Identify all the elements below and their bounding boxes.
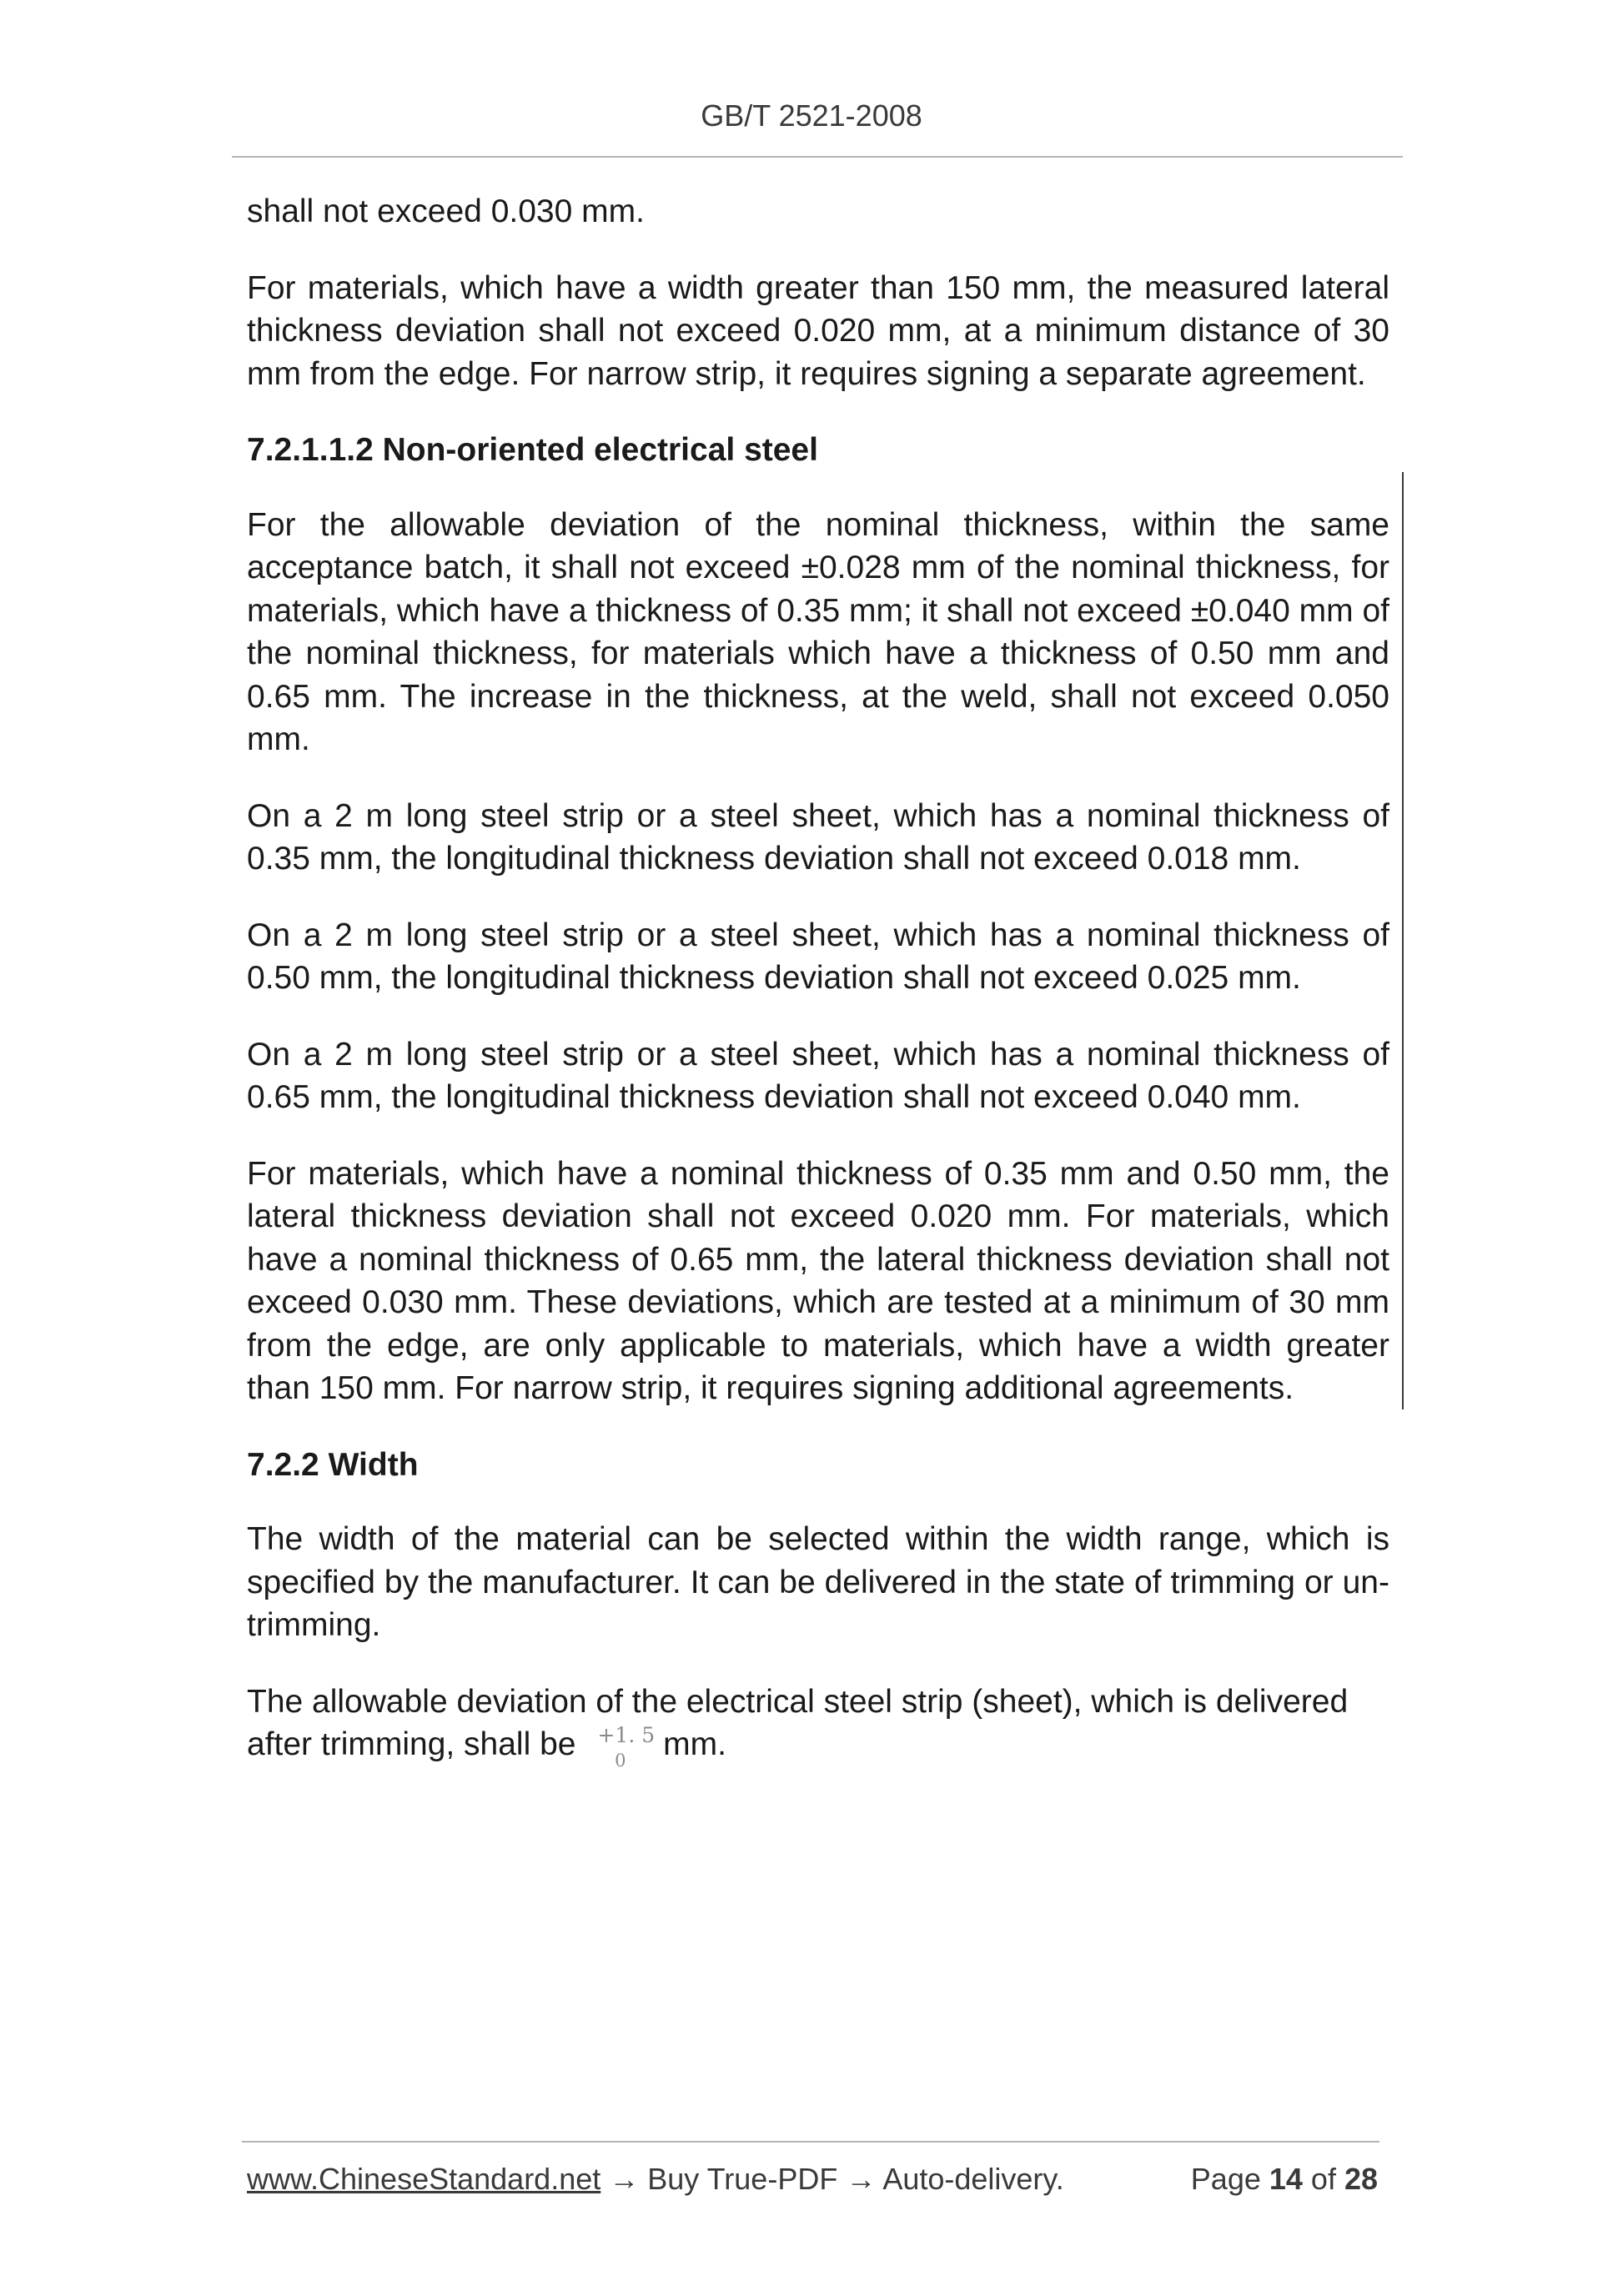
document-body <box>247 190 1389 1806</box>
paragraph-width-tolerance <box>247 1681 1389 1774</box>
page-of: of <box>1302 2162 1344 2196</box>
section-heading-width: 7.2.2 Width <box>247 1446 419 1483</box>
tolerance-value <box>585 1723 655 1773</box>
paragraph: For materials, which have a width greater than 150 mm, the measured lateral thickness deviation shall not exceed 0.020 mm, at a minimum distance of 30 mm from the edge. For narrow strip, it requires signing a separate agreement. <box>247 269 1389 392</box>
paragraph: For materials, which have a nominal thickness of 0.35 mm and 0.50 mm, the lateral thickness deviation shall not exceed 0.020 mm. For materials, which have a nominal thickness of 0.65 mm, the lateral thickness deviation shall not exceed 0.030 mm. These deviations, which are tested at a minimum of 30 mm from the edge, are only applicable to materials, which have a width greater than 150 mm. For narrow strip, it requires signing additional agreements. <box>247 1155 1389 1406</box>
page-total: 28 <box>1344 2162 1378 2196</box>
website-link[interactable]: www.ChineseStandard.net <box>247 2162 601 2196</box>
paragraph: For the allowable deviation of the nominal thickness, within the same acceptance batch, it shall not exceed ±0.028 mm of the nominal thickness, for materials, which have a thickness of 0.35 mm; it shall not exceed ±0.040 mm of the nominal thickness, for materials which have a thickness of 0.50 mm and 0.65 mm. The increase in the thickness, at the weld, shall not exceed 0.050 mm. <box>247 506 1389 757</box>
paragraph-continuation: shall not exceed 0.030 mm. <box>247 193 645 229</box>
paragraph: On a 2 m long steel strip or a steel sheet, which has a nominal thickness of 0.65 mm, the longitudinal thickness deviation shall not exceed 0.040 mm. <box>247 1036 1389 1115</box>
footer-promo <box>247 2162 1064 2197</box>
paragraph: The width of the material can be selected within the width range, which is specified by the manufacturer. It can be delivered in the state of trimming or un-trimming. <box>247 1521 1389 1643</box>
tolerance-sentence: The allowable deviation of the electrical steel strip (sheet), which is delivered after trimming, shall be <box>247 1683 1349 1762</box>
header-rule <box>232 156 1403 158</box>
tolerance-unit: mm. <box>663 1726 726 1762</box>
paragraph: On a 2 m long steel strip or a steel sheet, which has a nominal thickness of 0.50 mm, the longitudinal thickness deviation shall not exceed 0.025 mm. <box>247 917 1389 996</box>
change-bar <box>1402 472 1404 1409</box>
page-indicator <box>1191 2162 1378 2197</box>
section-heading-non-oriented-steel: 7.2.1.1.2 Non-oriented electrical steel <box>247 432 818 468</box>
page-current: 14 <box>1269 2162 1303 2196</box>
paragraph: On a 2 m long steel strip or a steel sheet, which has a nominal thickness of 0.35 mm, the longitudinal thickness deviation shall not exceed 0.018 mm. <box>247 797 1389 877</box>
page-label: Page <box>1190 2162 1269 2196</box>
tolerance-lower: 0 <box>615 1751 626 1771</box>
footer-promo-text: → Buy True-PDF → Auto-delivery. <box>600 2162 1064 2196</box>
running-header: GB/T 2521-2008 <box>701 98 922 133</box>
tolerance-upper: +1. 5 <box>597 1723 656 1747</box>
footer-rule <box>242 2141 1379 2143</box>
